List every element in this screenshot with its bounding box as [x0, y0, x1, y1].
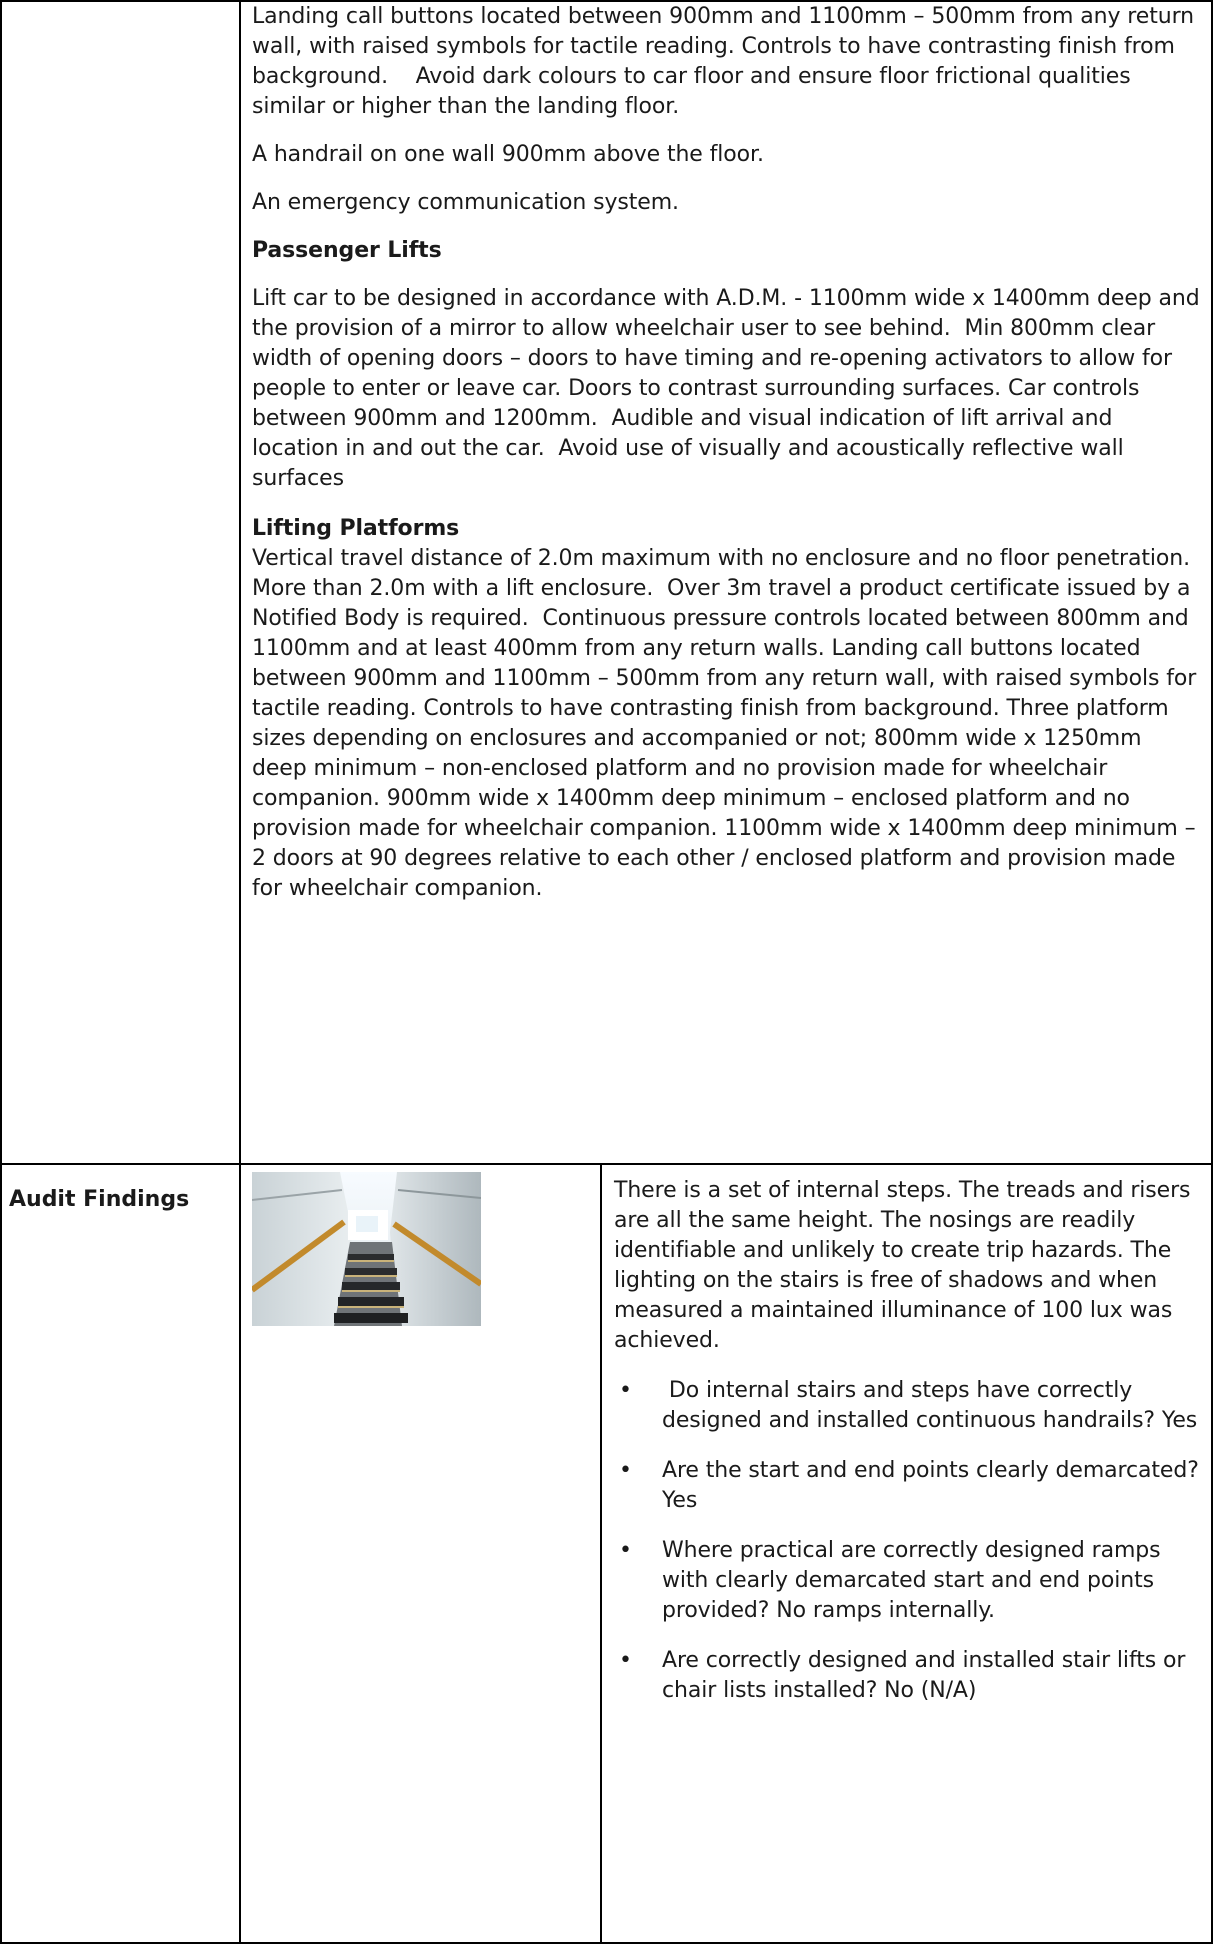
bullet-icon: •: [619, 1458, 632, 1483]
bullet-icon: •: [619, 1648, 632, 1673]
audit-question-list: [614, 1376, 1204, 1706]
passenger-lifts-heading: Passenger Lifts: [252, 238, 442, 263]
question-text: Do internal stairs and steps have correctly designed and installed continuous handrails? Yes: [662, 1378, 1198, 1433]
landing-controls-paragraph: Landing call buttons located between 900mm and 1100mm – 500mm from any return wall, with raised symbols for tactile reading. Controls to have contrasting finish from background. Avoid dark colours to car floor and ensure floor frictional qualities similar or higher than the landing floor.: [252, 4, 1201, 119]
bullet-icon: •: [619, 1538, 632, 1563]
audit-intro-paragraph: There is a set of internal steps. The treads and risers are all the same height. The nosings are readily identifiable and unlikely to create trip hazards. The lighting on the stairs is free of shadows and when measured a maintained illuminance of 100 lux was achieved.: [614, 1178, 1191, 1353]
lifting-platforms-heading: Lifting Platforms: [252, 516, 460, 541]
handrail-paragraph: A handrail on one wall 900mm above the floor.: [252, 142, 764, 167]
list-item: [614, 1376, 1204, 1436]
question-text: Are correctly designed and installed stair lifts or chair lists installed? No (N/A): [662, 1648, 1186, 1703]
list-item: [614, 1456, 1204, 1516]
audit-findings-cell: [614, 1176, 1204, 1706]
column-divider-1: [239, 0, 241, 1944]
stairs-photo: [252, 1172, 481, 1326]
question-text: Where practical are correctly designed ramps with clearly demarcated start and end points provided? No ramps internally.: [662, 1538, 1161, 1623]
passenger-lifts-paragraph: Lift car to be designed in accordance with A.D.M. - 1100mm wide x 1400mm deep and the provision of a mirror to allow wheelchair user to see behind. Min 800mm clear width of opening doors – doors to have timing and re-opening activators to allow for people to enter or leave car. Doors to contrast surrounding surfaces. Car controls between 900mm and 1200mm. Audible and visual indication of lift arrival and location in and out the car. Avoid use of visually and acoustically reflective wall surfaces: [252, 286, 1207, 491]
bullet-icon: •: [619, 1378, 632, 1403]
requirements-cell: [252, 2, 1207, 904]
list-item: [614, 1646, 1204, 1706]
lifting-platforms-paragraph: Vertical travel distance of 2.0m maximum with no enclosure and no floor penetration. More than 2.0m with a lift enclosure. Over 3m travel a product certificate issued by a Notified Body is required. Continuous pressure controls located between 800mm and 1100mm and at least 400mm from any return walls. Landing call buttons located between 900mm and 1100mm – 500mm from any return wall, with raised symbols for tactile reading. Controls to have contrasting finish from background. Three platform sizes depending on enclosures and accompanied or not; 800mm wide x 1250mm deep minimum – non-enclosed platform and no provision made for wheelchair companion. 900mm wide x 1400mm deep minimum – enclosed platform and no provision made for wheelchair companion. 1100mm wide x 1400mm deep minimum – 2 doors at 90 degrees relative to each other / enclosed platform and provision made for wheelchair companion.: [252, 546, 1204, 901]
row-divider: [0, 1163, 1213, 1165]
emergency-paragraph: An emergency communication system.: [252, 190, 679, 215]
column-divider-2: [600, 1163, 602, 1944]
audit-findings-label: Audit Findings: [9, 1187, 190, 1212]
list-item: [614, 1536, 1204, 1626]
table-border-left: [0, 0, 2, 1944]
question-text: Are the start and end points clearly demarcated? Yes: [662, 1458, 1199, 1513]
